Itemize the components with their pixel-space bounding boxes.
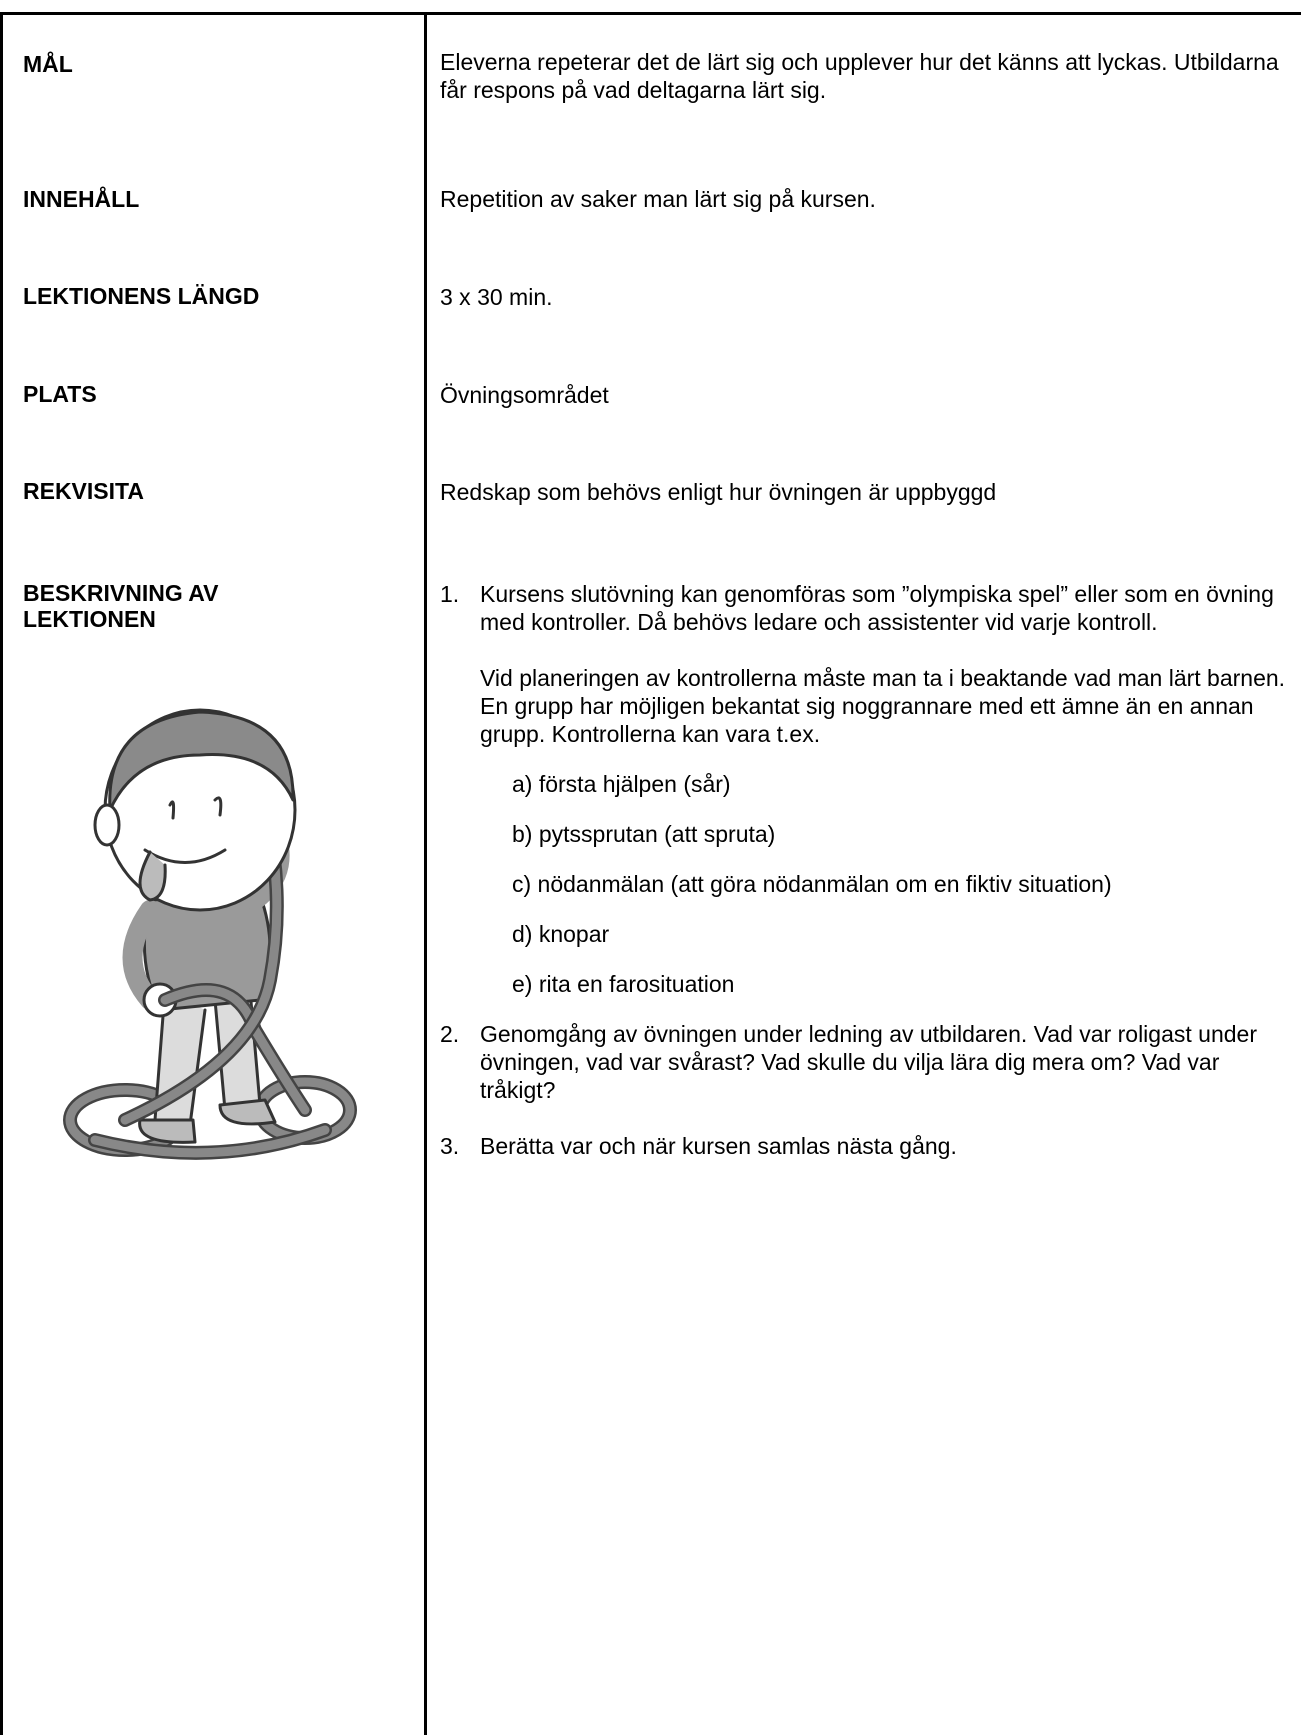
item-number: 2. — [440, 1021, 460, 1047]
description-list — [440, 580, 1300, 1160]
sublist-item: e) rita en farosituation — [512, 971, 735, 997]
value-lektionens-langd: 3 x 30 min. — [440, 284, 553, 310]
label-plats: PLATS — [23, 381, 97, 407]
list-item — [440, 1020, 1300, 1104]
sublist — [480, 770, 1300, 998]
value-plats: Övningsområdet — [440, 382, 609, 408]
list-item — [440, 580, 1300, 998]
label-rekvisita: REKVISITA — [23, 478, 144, 504]
item-number: 1. — [440, 581, 460, 607]
value-rekvisita: Redskap som behövs enligt hur övningen är uppbyggd — [440, 479, 997, 505]
table-left-border — [0, 12, 3, 1735]
label-innehall: INNEHÅLL — [23, 186, 140, 212]
list-item — [440, 1132, 1300, 1160]
sublist-item: b) pytssprutan (att spruta) — [512, 821, 776, 847]
table-column-divider — [424, 12, 427, 1735]
item-text: Genomgång av övningen under ledning av utbildaren. Vad var roligast under övningen, vad var svårast? Vad skulle du vilja lära dig mera om? Vad var tråkigt? — [480, 1021, 1257, 1103]
item-text-continued: Vid planeringen av kontrollerna måste man ta i beaktande vad man lärt barnen. En grupp har möjligen bekantat sig noggrannare med ett ämne än en annan grupp. Kontrollerna kan vara t.ex. — [480, 665, 1286, 747]
boy-with-hose-illustration — [55, 700, 385, 1170]
sublist-item: a) första hjälpen (sår) — [512, 771, 731, 797]
sublist-item: c) nödanmälan (att göra nödanmälan om en fiktiv situation) — [512, 871, 1112, 897]
label-lektionens-langd: LEKTIONENS LÄNGD — [23, 283, 260, 309]
item-text: Berätta var och när kursen samlas nästa gång. — [480, 1133, 957, 1159]
value-mal: Eleverna repeterar det de lärt sig och upplever hur det känns att lyckas. Utbildarna får respons på vad deltagarna lärt sig. — [440, 49, 1279, 103]
item-number: 3. — [440, 1133, 460, 1159]
label-mal: MÅL — [23, 51, 73, 77]
item-text: Kursens slutövning kan genomföras som ”olympiska spel” eller som en övning med kontroller. Då behövs ledare och assistenter vid varje kontroll. — [480, 581, 1274, 635]
sublist-item: d) knopar — [512, 921, 610, 947]
value-innehall: Repetition av saker man lärt sig på kursen. — [440, 186, 876, 212]
table-top-border — [0, 12, 1301, 15]
label-beskrivning: BESKRIVNING AV LEKTIONEN — [23, 580, 219, 632]
